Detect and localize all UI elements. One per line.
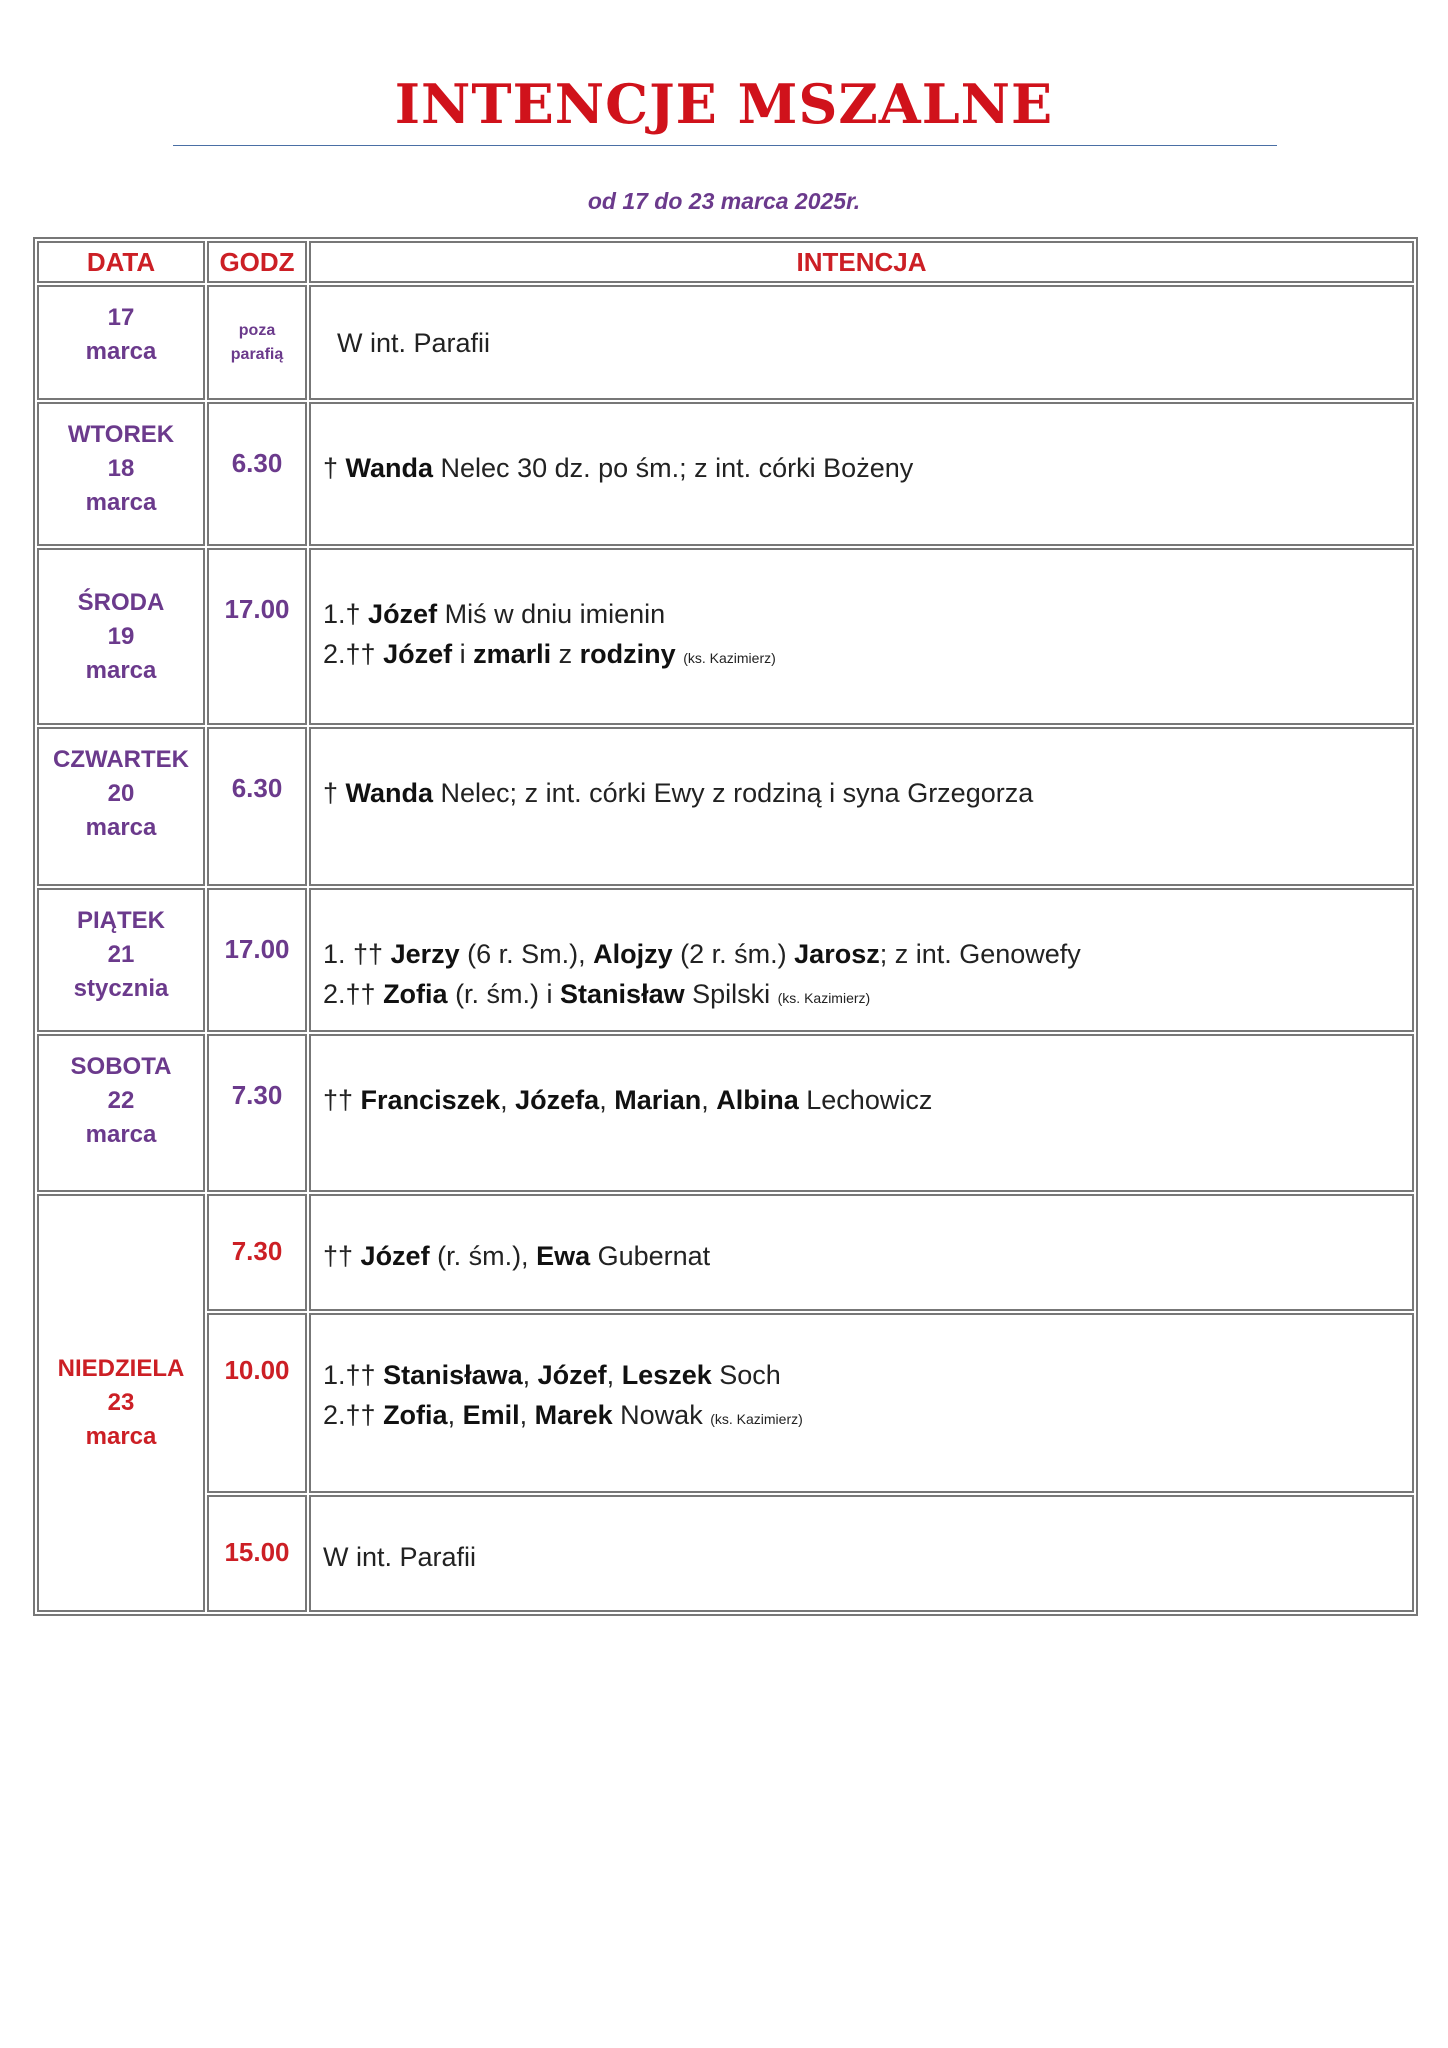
month-name: marca (85, 1121, 157, 1148)
person-name: Zofia (383, 979, 448, 1009)
person-name: rodziny (579, 639, 676, 669)
date-cell (37, 285, 205, 400)
intention-cell (309, 1313, 1414, 1493)
time-note-line2: parafią (230, 345, 284, 363)
time-cell: 17.00 (207, 888, 307, 1032)
table-row (37, 1313, 1414, 1493)
table-row (37, 1194, 1414, 1311)
time-note-line1: poza (238, 321, 276, 339)
person-name: Albina (716, 1085, 799, 1115)
date-cell (37, 888, 205, 1032)
time-cell: 17.00 (207, 548, 307, 725)
table-row (37, 727, 1414, 886)
person-name: Jerzy (390, 939, 460, 969)
date-range-subtitle: od 17 do 23 marca 2025r. (587, 188, 861, 214)
month-name: marca (85, 657, 157, 684)
person-name: Franciszek (360, 1085, 501, 1115)
weekday-name: ŚRODA (77, 589, 165, 616)
page-title: INTENCJE MSZALNE (394, 72, 1054, 136)
date-cell (37, 548, 205, 725)
mass-intentions-table (33, 237, 1418, 1616)
table-row (37, 1495, 1414, 1612)
intention-cell: †† Józef (r. śm.), Ewa Gubernat (309, 1194, 1414, 1311)
table-row (37, 888, 1414, 1032)
person-name: Stanisław (560, 979, 685, 1009)
intention-line: 2.†† Józef i zmarli z rodziny (ks. Kazimierz) (323, 639, 776, 669)
intention-line: 1. †† Jerzy (6 r. Sm.), Alojzy (2 r. śm.) Jarosz; z int. Genowefy (323, 939, 1081, 969)
time-cell: 10.00 (207, 1313, 307, 1493)
intention-line: 2.†† Zofia (r. śm.) i Stanisław Spilski (ks. Kazimierz) (323, 979, 871, 1009)
person-name: Alojzy (593, 939, 673, 969)
time-cell: 7.30 (207, 1194, 307, 1311)
intention-cell (309, 888, 1414, 1032)
weekday-name: SOBOTA (70, 1053, 172, 1080)
person-name: Józef (383, 639, 453, 669)
person-name: Stanisława (383, 1360, 523, 1390)
day-number: 20 (107, 780, 135, 807)
date-cell (37, 1034, 205, 1192)
weekday-name: WTOREK (67, 421, 175, 448)
intention-line: 1.†† Stanisława, Józef, Leszek Soch (323, 1360, 781, 1390)
date-cell (37, 1194, 205, 1612)
weekday-name: CZWARTEK (53, 746, 189, 773)
weekday-name: PIĄTEK (76, 907, 165, 934)
month-name: stycznia (73, 975, 169, 1002)
date-cell (37, 402, 205, 546)
intention-line: 1.† Józef Miś w dniu imienin (323, 599, 666, 629)
person-name: Józef (537, 1360, 607, 1390)
person-name: Leszek (621, 1360, 712, 1390)
person-name: Józef (368, 599, 438, 629)
header-time: GODZ (207, 241, 307, 283)
table-row (37, 1034, 1414, 1192)
title-divider (173, 145, 1277, 146)
day-number: 23 (107, 1389, 135, 1416)
intention-cell (309, 548, 1414, 725)
person-name: Józefa (515, 1085, 600, 1115)
table-row (37, 402, 1414, 546)
day-number: 18 (107, 455, 135, 482)
intention-cell: † Wanda Nelec 30 dz. po śm.; z int. córki Bożeny (309, 402, 1414, 546)
person-name: Jarosz (794, 939, 880, 969)
time-cell (207, 285, 307, 400)
person-name: zmarli (473, 639, 552, 669)
header-intention: INTENCJA (309, 241, 1414, 283)
table-header-row (37, 241, 1414, 283)
day-number: 21 (107, 941, 135, 968)
intention-cell: W int. Parafii (309, 285, 1414, 400)
intention-cell: W int. Parafii (309, 1495, 1414, 1612)
person-name: Wanda (345, 453, 434, 483)
person-name: Józef (360, 1241, 430, 1271)
day-number: 19 (107, 623, 135, 650)
celebrant-note: (ks. Kazimierz) (710, 1411, 803, 1427)
day-number: 17 (107, 304, 135, 331)
header-date: DATA (37, 241, 205, 283)
person-name: Marian (614, 1085, 702, 1115)
time-cell: 6.30 (207, 727, 307, 886)
intention-cell: †† Franciszek, Józefa, Marian, Albina Lechowicz (309, 1034, 1414, 1192)
person-name: Ewa (536, 1241, 591, 1271)
month-name: marca (85, 489, 157, 516)
person-name: Wanda (345, 778, 434, 808)
intention-line: 2.†† Zofia, Emil, Marek Nowak (ks. Kazimierz) (323, 1400, 803, 1430)
time-cell: 6.30 (207, 402, 307, 546)
celebrant-note: (ks. Kazimierz) (683, 650, 776, 666)
month-name: marca (85, 1423, 157, 1450)
person-name: Emil (462, 1400, 520, 1430)
date-cell (37, 727, 205, 886)
person-name: Marek (534, 1400, 613, 1430)
person-name: Zofia (383, 1400, 448, 1430)
table-row (37, 548, 1414, 725)
celebrant-note: (ks. Kazimierz) (777, 990, 871, 1006)
table-row (37, 285, 1414, 400)
time-cell: 7.30 (207, 1034, 307, 1192)
weekday-name: NIEDZIELA (57, 1355, 185, 1382)
intention-cell: † Wanda Nelec; z int. córki Ewy z rodziną i syna Grzegorza (309, 727, 1414, 886)
day-number: 22 (107, 1087, 135, 1114)
month-name: marca (85, 814, 157, 841)
time-cell: 15.00 (207, 1495, 307, 1612)
month-name: marca (85, 338, 157, 365)
